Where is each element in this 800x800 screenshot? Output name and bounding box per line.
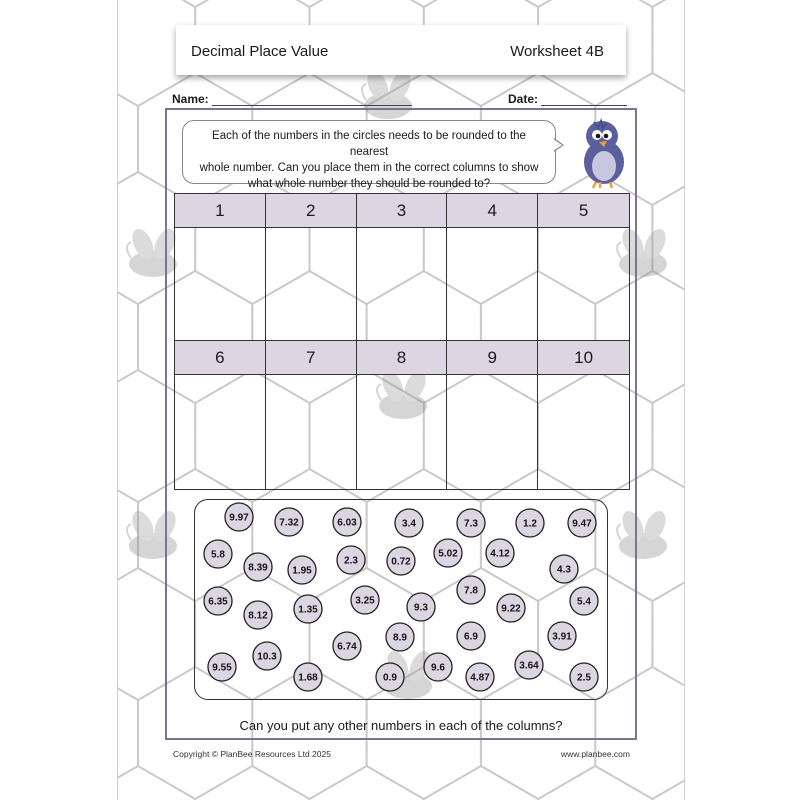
number-circle-label: 8.9: [393, 632, 407, 644]
column-header: 2: [266, 194, 356, 228]
number-circle-label: 10.3: [257, 651, 277, 663]
column-header: 8: [357, 341, 447, 375]
website-text: www.planbee.com: [561, 749, 630, 759]
number-circle-label: 9.3: [414, 602, 428, 614]
number-circle-label: 4.87: [470, 672, 490, 684]
number-circle-label: 1.2: [523, 518, 537, 530]
column-header: 9: [447, 341, 537, 375]
column-header: 7: [266, 341, 356, 375]
instruction-line: Each of the numbers in the circles needs to be rounded to the nearest: [212, 130, 526, 158]
column-header: 5: [538, 194, 629, 228]
number-circle-label: 3.64: [519, 660, 539, 672]
number-circle-label: 9.55: [212, 662, 232, 674]
copyright-text: Copyright © PlanBee Resources Ltd 2025: [173, 749, 331, 759]
number-circle-label: 9.97: [229, 512, 249, 524]
column-header: 4: [447, 194, 537, 228]
number-circles: [118, 0, 684, 800]
number-circle-label: 6.74: [337, 641, 357, 653]
column-header: 1: [175, 194, 265, 228]
number-circle-label: 1.95: [292, 565, 312, 577]
number-circle-label: 6.9: [464, 631, 478, 643]
number-circle-label: 6.03: [337, 517, 357, 529]
date-label: Date:: [508, 92, 539, 106]
number-circle-label: 9.47: [572, 518, 592, 530]
number-circle-label: 4.3: [557, 564, 571, 576]
number-circle-label: 0.9: [383, 672, 397, 684]
instruction-line: whole number. Can you place them in the correct columns to show: [199, 162, 539, 174]
number-circle-label: 5.02: [438, 548, 458, 560]
number-circle-label: 1.68: [298, 672, 318, 684]
number-circle-label: 2.5: [577, 672, 591, 684]
number-circle-label: 6.35: [208, 596, 228, 608]
number-circle-label: 5.8: [211, 549, 225, 561]
number-circle-label: 3.25: [355, 595, 375, 607]
instruction-line: what whole number they should be rounded to?: [247, 178, 491, 190]
column-header: 10: [538, 341, 629, 375]
extension-question: Can you put any other numbers in each of the columns?: [239, 718, 563, 733]
name-label: Name:: [172, 92, 209, 106]
number-circle-label: 0.72: [391, 556, 411, 568]
column-header: 3: [357, 194, 447, 228]
number-circle-label: 5.4: [577, 596, 591, 608]
number-circle-label: 3.4: [402, 518, 416, 530]
number-circle-label: 7.32: [279, 517, 299, 529]
number-circle-label: 7.3: [464, 518, 478, 530]
number-circle-label: 8.39: [248, 562, 268, 574]
number-circle-label: 3.91: [552, 631, 572, 643]
number-circle-label: 9.22: [501, 603, 521, 615]
number-circle-label: 8.12: [248, 610, 268, 622]
number-circle-label: 7.8: [464, 585, 478, 597]
number-circle-label: 2.3: [344, 555, 358, 567]
worksheet-title: Decimal Place Value: [191, 43, 329, 60]
number-circle-label: 9.6: [431, 662, 445, 674]
worksheet-number: Worksheet 4B: [510, 43, 604, 60]
column-header: 6: [175, 341, 265, 375]
number-circle-label: 4.12: [490, 548, 510, 560]
number-circle-label: 1.35: [298, 604, 318, 616]
worksheet-page: [117, 0, 685, 800]
